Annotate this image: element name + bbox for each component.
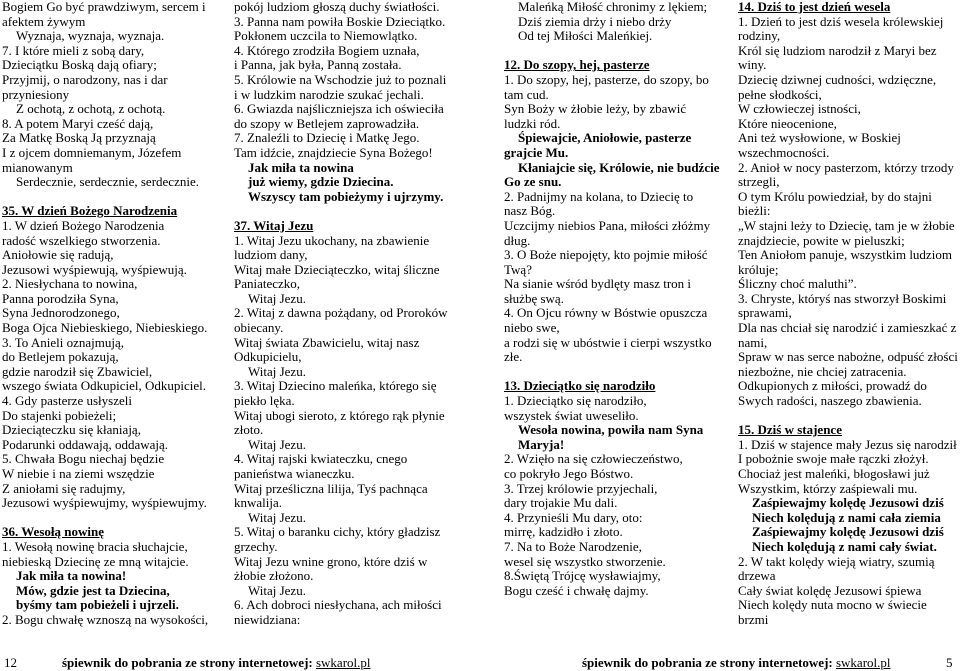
lyric-line: obiecany. xyxy=(234,320,284,336)
lyric-line: 6. Gwiazda najśliczniejsza ich oświeciła xyxy=(234,101,444,117)
stanza-gap xyxy=(504,44,734,59)
lyric-line: rodziny, xyxy=(738,28,781,44)
lyric-line: złoto. xyxy=(234,422,264,438)
lyric-line: afektem żywym xyxy=(2,13,86,29)
lyric-line: do szopy w Betlejem zaprowadziła. xyxy=(234,115,420,131)
lyric-line: wesel się wszystko stworzenie. xyxy=(504,553,666,569)
stanza-gap xyxy=(738,409,960,424)
lyric-line: Witaj Jezu. xyxy=(248,290,306,306)
song-title: 15. Dziś w stajence xyxy=(738,422,842,438)
lyric-line: Pokłonem uczcila to Niemowlątko. xyxy=(234,28,418,44)
lyric-line: Mów, gdzie jest ta Dziecina, xyxy=(16,582,170,598)
footer-text: śpiewnik do pobrania ze strony internetowej: xyxy=(62,655,313,670)
lyric-line: ludzki ród. xyxy=(504,115,561,131)
lyric-line: 7. Znaleźli to Dziecię i Matkę Jego. xyxy=(234,130,420,146)
page-number-right: 5 xyxy=(946,655,953,670)
lyric-line: 2. Witaj z dawna pożądany, od Proroków xyxy=(234,305,448,321)
lyric-line: grajcie Mu. xyxy=(504,144,569,160)
lyric-line: grzechy. xyxy=(234,538,278,554)
stanza-gap xyxy=(234,204,464,219)
lyric-line: Wszyscy tam pobieżymy i ujrzymy. xyxy=(248,188,444,204)
footer-link[interactable]: swkarol.pl xyxy=(835,655,891,670)
stanza-gap xyxy=(2,190,232,205)
lyric-line: niewidziana: xyxy=(234,611,301,627)
lyric-line: dary trojakie Mu dali. xyxy=(504,495,618,511)
lyric-line: 3. O Boże niepojęty, kto pojmie miłość xyxy=(504,247,708,263)
lyric-line: 1. Do szopy, hej, pasterze, do szopy, bo xyxy=(504,71,709,87)
lyric-line: nami, xyxy=(738,334,768,350)
lyric-line: Niech kolędy nuta mocno w świecie xyxy=(738,597,927,613)
lyric-line: dług. xyxy=(504,232,531,248)
lyric-line: do Betlejem pokazują, xyxy=(2,349,119,365)
lyric-line: brzmi xyxy=(738,611,769,627)
song-title: 35. W dzień Bożego Narodzenia xyxy=(2,203,178,219)
lyric-line: Witaj Jezu wnine grono, które dziś w xyxy=(234,553,428,569)
lyric-line: wszystek świat uweseliło. xyxy=(504,407,639,423)
lyric-line: Syn Boży w żłobie leży, by zbawić xyxy=(504,101,687,117)
lyric-line: Dzieciąteczku się kłaniają, xyxy=(2,422,141,438)
stanza-gap xyxy=(2,511,232,526)
lyric-line: Bogu cześć i chwałę dajmy. xyxy=(504,582,649,598)
lyric-line: Jak miła ta nowina xyxy=(248,159,354,175)
lyric-line: co pokryło Jego Bóstwo. xyxy=(504,466,634,481)
lyric-line: wszego świata Odkupiciel, Odkupiciel. xyxy=(2,378,206,394)
lyric-line: Tam idźcie, znajdziecie Syna Bożego! xyxy=(234,144,433,160)
lyric-line: już wiemy, gdzie Dziecina. xyxy=(248,174,394,190)
lyric-line: I pobożnie swoje małe rączki złożył. xyxy=(738,451,929,467)
lyric-line: 2. Padnijmy na kolana, to Dziecię to xyxy=(504,188,694,204)
lyric-line: 3. Witaj Dziecino maleńka, którego się xyxy=(234,378,437,394)
lyric-line: tam cud. xyxy=(504,86,549,102)
song-title: 36. Wesołą nowinę xyxy=(2,524,104,540)
lyric-line: Z ochotą, z ochotą, z ochotą. xyxy=(16,101,166,117)
footer-note-right xyxy=(582,655,891,671)
lyric-line: 2. Wzięło na się człowieczeństwo, xyxy=(504,451,683,467)
lyric-line: bieżli: xyxy=(738,203,771,219)
lyric-line: 3. To Anieli oznajmują, xyxy=(2,334,124,350)
lyric-line: przyniesiony xyxy=(2,86,70,102)
lyric-line: Król się ludziom narodził z Maryi bez xyxy=(738,42,937,58)
text-column-2 xyxy=(234,0,464,628)
lyric-line: 2. W takt kolędy wieją wiatry, szumią xyxy=(738,553,935,569)
lyric-line: Dzieciątku Boską dają ofiary; xyxy=(2,57,157,73)
lyric-line: 1. Dziś w stajence mały Jezus się narodził xyxy=(738,436,957,452)
lyric-line: „W stajni leży to Dziecię, tam je w żłobie xyxy=(738,217,955,233)
lyric-line: radość wszelkiego stworzenia. xyxy=(2,232,161,248)
lyric-line: 4. Gdy pasterze usłyszeli xyxy=(2,393,132,409)
lyric-line: Śpiewajcie, Aniołowie, pasterze xyxy=(518,130,692,146)
lyric-line: Kłaniajcie się, Królowie, nie budźcie xyxy=(518,159,720,175)
lyric-line: 8.Świętą Trójcę wysławiajmy, xyxy=(504,568,661,584)
song-title: 37. Witaj Jezu xyxy=(234,217,314,233)
lyric-line: Śliczny choć maluthi”. xyxy=(738,276,857,292)
page-number-left: 12 xyxy=(4,655,17,670)
song-title: 12. Do szopy, hej, pasterze xyxy=(504,57,650,73)
lyric-line: Aniołowie się radują, xyxy=(2,247,114,263)
text-column-3 xyxy=(504,0,734,598)
lyric-line: 8. A potem Maryi cześć dają, xyxy=(2,115,154,131)
lyric-line: pokój ludziom głoszą duchy światłości. xyxy=(234,0,440,14)
lyric-line: wszechmocności. xyxy=(738,144,830,160)
lyric-line: Zaśpiewajmy kolędę Jezusowi dziś xyxy=(752,495,944,511)
lyric-line: 1. Dzieciątko się narodziło, xyxy=(504,393,647,409)
text-column-1 xyxy=(2,0,232,628)
lyric-line: 3. Panna nam powiła Boskie Dzieciątko. xyxy=(234,13,446,29)
lyric-line: Niech kolędują z nami cała ziemia xyxy=(752,509,941,525)
lyric-line: Które nieocenione, xyxy=(738,115,837,131)
lyric-line: Z aniołami się radujmy, xyxy=(2,480,126,496)
lyric-line: drzewa xyxy=(738,568,776,584)
lyric-line: Go ze snu. xyxy=(504,174,562,190)
lyric-line: a rodzi się w ubóstwie i cierpi wszystko xyxy=(504,334,712,350)
page-footer xyxy=(0,655,960,671)
lyric-line: Odkupionych z miłości, prowadź do xyxy=(738,378,927,394)
lyric-line: Wszystkim, którzy zaśpiewali mu. xyxy=(738,480,918,496)
lyric-line: Wyznaja, wyznaja, wyznaja. xyxy=(16,28,165,44)
lyric-line: niezbożne, nie chciej zatracenia. xyxy=(738,363,907,379)
lyric-line: Syna Jednorodzonego, xyxy=(2,305,120,321)
lyric-line: i Panna, jak była, Panną została. xyxy=(234,57,402,73)
lyric-line: króluje; xyxy=(738,261,779,277)
lyric-line: Za Matkę Boską Ją przyznają xyxy=(2,130,156,146)
lyric-line: Dziecię dziwnej cudności, wdzięczne, xyxy=(738,71,937,87)
footer-note-left xyxy=(62,655,371,671)
lyric-line: Bogiem Go być prawdziwym, sercem i xyxy=(2,0,206,14)
song-title: 14. Dziś to jest dzień wesela xyxy=(738,0,891,14)
lyric-line: Ani też wysłowione, w Boskiej xyxy=(738,130,901,146)
lyric-line: W niebie i na ziemi wszędzie xyxy=(2,466,155,481)
lyric-line: Serdecznie, serdecznie, serdecznie. xyxy=(16,174,199,190)
lyric-line: Odkupicielu, xyxy=(234,349,302,365)
lyric-line: znajdziecie, powite w pieluszki; xyxy=(738,232,905,248)
lyric-line: Podarunki oddawają, oddawają. xyxy=(2,436,169,452)
lyric-line: Maryja! xyxy=(518,436,565,452)
lyric-line: Uczcijmy niebios Pana, miłości złóżmy xyxy=(504,217,711,233)
lyric-line: 2. Anioł w nocy pasterzom, którzy trzody xyxy=(738,159,954,175)
lyric-line: Paniateczko, xyxy=(234,276,301,292)
lyric-line: panieństwa wianeczku. xyxy=(234,466,355,481)
lyric-line: 1. W dzień Bożego Narodzenia xyxy=(2,217,165,233)
lyric-line: Witaj Jezu. xyxy=(248,436,306,452)
lyric-line: i w ludzkim narodzie szukać jechali. xyxy=(234,86,424,102)
lyric-line: 6. Ach dobroci niesłychana, ach miłości xyxy=(234,597,442,613)
lyric-line: służbę swą. xyxy=(504,290,564,306)
lyric-line: Swych radości, naszego zbawienia. xyxy=(738,393,922,409)
lyric-line: Witaj małe Dzieciąteczko, witaj śliczne xyxy=(234,261,440,277)
lyric-line: gdzie narodził się Zbawiciel, xyxy=(2,363,153,379)
lyric-line: Dla nas chciał się narodzić i zamieszkać z xyxy=(738,320,957,336)
lyric-line: Chociaż jest maleńki, błogosławi już xyxy=(738,466,930,481)
lyric-line: knwalija. xyxy=(234,495,283,511)
lyric-line: złe. xyxy=(504,349,523,365)
lyric-line: strzegli, xyxy=(738,174,780,190)
lyric-line: ludziom dany, xyxy=(234,247,308,263)
lyric-line: Ten Aniołom panuje, wszystkim ludziom xyxy=(738,247,952,263)
lyric-line: Dziś ziemia drży i niebo drży xyxy=(518,13,672,29)
lyric-line: żłobie złożono. xyxy=(234,568,314,584)
stanza-gap xyxy=(504,365,734,380)
lyric-line: Jezusowi wyśpiewują, wyśpiewują. xyxy=(2,261,187,277)
lyric-line: 3. Trzej królowie przyjechali, xyxy=(504,480,658,496)
lyric-line: Panna porodziła Syna, xyxy=(2,290,119,306)
lyric-line: Wesoła nowina, powiła nam Syna xyxy=(518,422,704,438)
lyric-line: 5. Chwała Bogu niechaj będzie xyxy=(2,451,165,467)
lyric-line: niebo swe, xyxy=(504,320,560,336)
song-title: 13. Dzieciątko się narodziło xyxy=(504,378,656,394)
lyric-line: Od tej Miłości Maleńkiej. xyxy=(518,28,653,44)
lyric-line: Witaj Jezu. xyxy=(248,363,306,379)
lyric-line: byśmy tam pobieżeli i ujrzeli. xyxy=(16,597,179,613)
lyric-line: O tym Królu powiedział, by do stajni xyxy=(738,188,932,204)
lyric-line: 5. Królowie na Wschodzie już to poznali xyxy=(234,71,447,87)
lyric-line: Witaj Jezu. xyxy=(248,582,306,598)
lyric-line: Jezusowi wyśpiewujmy, wyśpiewujmy. xyxy=(2,495,207,511)
lyric-line: Maleńką Miłość chronimy z lękiem; xyxy=(518,0,708,14)
lyric-line: Witaj ubogi sieroto, z którego rąk płynie xyxy=(234,407,445,423)
lyric-line: mianowanym xyxy=(2,159,73,175)
lyric-line: Niech kolędują z nami cały świat. xyxy=(752,538,937,554)
lyric-line: Na sianie wśród bydlęty masz tron i xyxy=(504,276,692,292)
lyric-line: 3. Chryste, któryś nas stworzył Boskimi xyxy=(738,290,947,306)
lyric-line: sprawami, xyxy=(738,305,792,321)
lyric-line: 1. Dzień to jest dziś wesela królewskiej xyxy=(738,13,944,29)
lyric-line: 2. Bogu chwałę wznoszą na wysokości, xyxy=(2,611,209,627)
lyric-line: 7. I które mieli z sobą dary, xyxy=(2,42,145,58)
lyric-line: piekło lęka. xyxy=(234,393,295,409)
lyric-line: Twą? xyxy=(504,261,532,277)
lyric-line: Witaj świata Zbawicielu, witaj nasz xyxy=(234,334,420,350)
lyric-line: 4. Przynieśli Mu dary, oto: xyxy=(504,509,643,525)
lyric-line: niebieską Dziecinę ze mną witajcie. xyxy=(2,553,189,569)
lyric-line: nasz Bóg. xyxy=(504,203,556,219)
lyric-line: winy. xyxy=(738,57,767,73)
lyric-line: 4. Witaj rajski kwiateczku, cnego xyxy=(234,451,408,467)
lyric-line: Zaśpiewajmy kolędę Jezusowi dziś xyxy=(752,524,944,540)
lyric-line: Cały świat kolędę Jezusowi śpiewa xyxy=(738,582,922,598)
lyric-line: Witaj prześliczna lilija, Tyś pachnąca xyxy=(234,480,428,496)
lyric-line: Boga Ojca Niebieskiego, Niebieskiego. xyxy=(2,320,208,336)
footer-text: śpiewnik do pobrania ze strony internetowej: xyxy=(582,655,833,670)
lyric-line: 4. Którego zrodziła Bogiem uznała, xyxy=(234,42,420,58)
text-column-4 xyxy=(738,0,960,628)
lyric-line: pełne słodkości, xyxy=(738,86,822,102)
lyric-line: W człowieczej istności, xyxy=(738,101,861,117)
lyric-line: I z ojcem domniemanym, Józefem xyxy=(2,144,182,160)
lyric-line: 1. Witaj Jezu ukochany, na zbawienie xyxy=(234,232,430,248)
lyric-line: 2. Niesłychana to nowina, xyxy=(2,276,138,292)
lyric-line: Przyjmij, o narodzony, nas i dar xyxy=(2,71,168,87)
lyric-line: mirrę, kadzidło i złoto. xyxy=(504,524,623,540)
lyric-line: 7. Na to Boże Narodzenie, xyxy=(504,538,642,554)
lyric-line: Spraw w nas serce nabożne, odpuść złości xyxy=(738,349,958,365)
lyric-line: 1. Wesołą nowinę bracia słuchajcie, xyxy=(2,538,188,554)
lyric-line: 5. Witaj o baranku cichy, który gładzisz xyxy=(234,524,441,540)
lyric-line: 4. On Ojcu równy w Bóstwie opuszcza xyxy=(504,305,708,321)
lyric-line: Do stajenki pobieżeli; xyxy=(2,407,117,423)
lyric-line: Jak miła ta nowina! xyxy=(16,568,127,584)
lyric-line: Witaj Jezu. xyxy=(248,509,306,525)
footer-link[interactable]: swkarol.pl xyxy=(315,655,371,670)
